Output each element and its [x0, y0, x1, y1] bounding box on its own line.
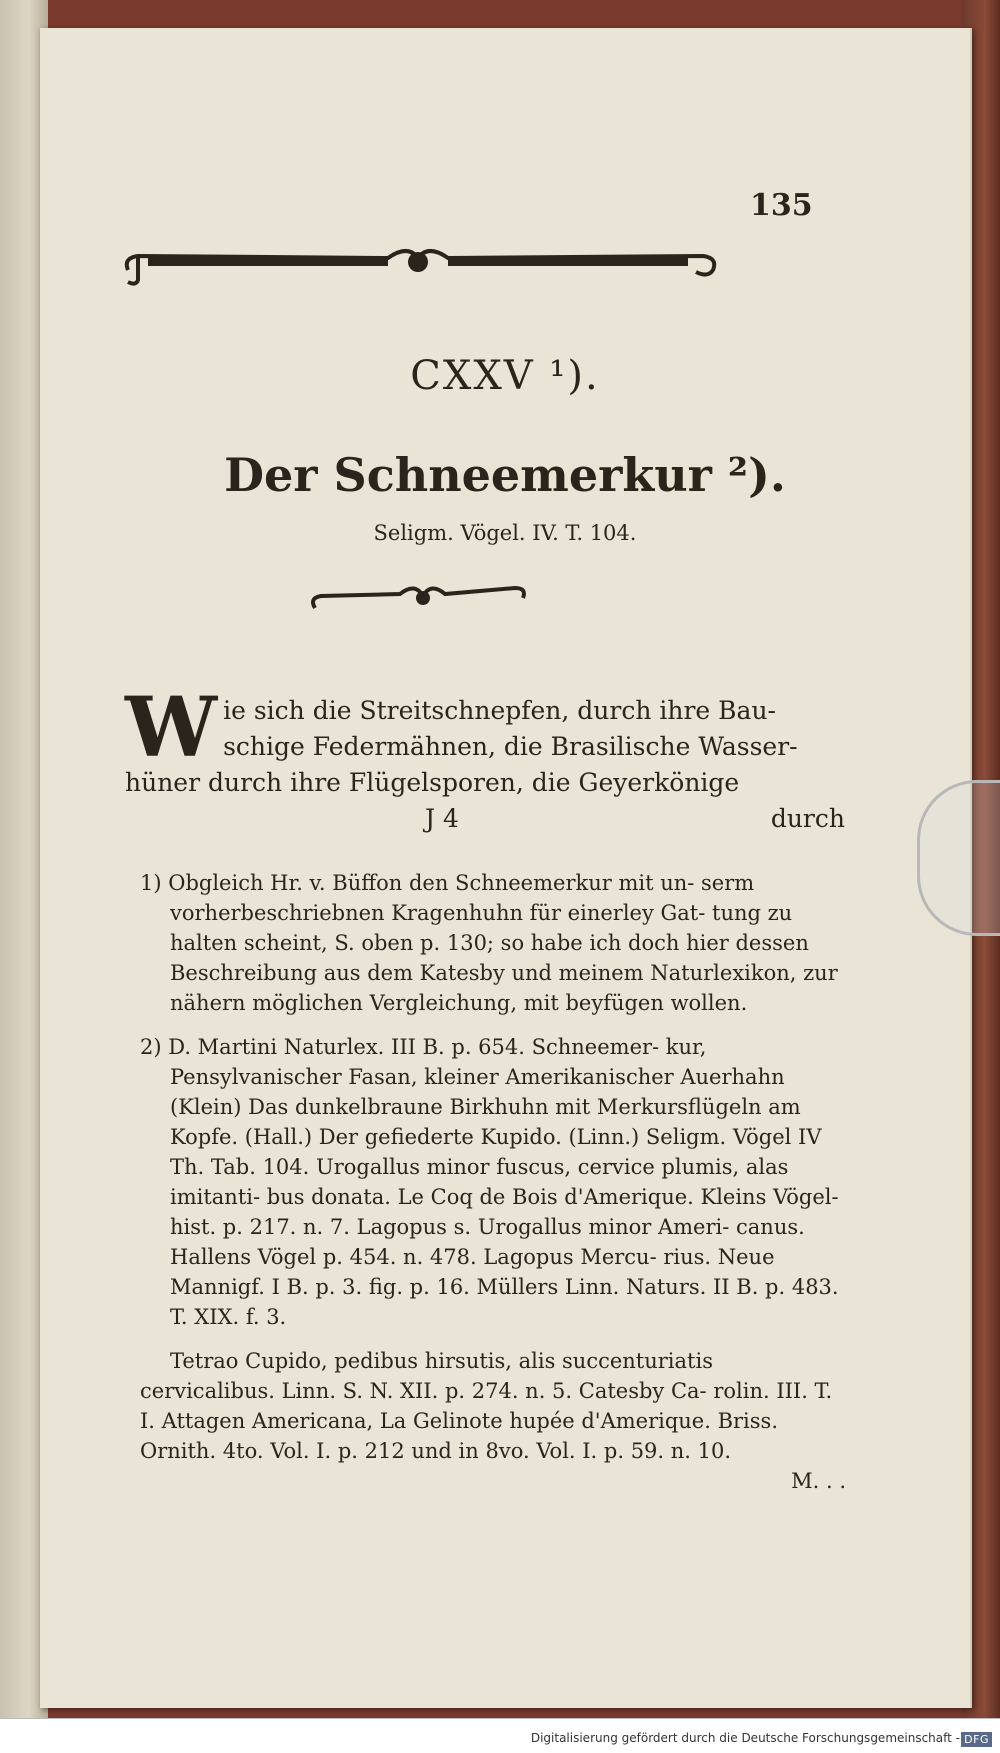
mid-ornament-icon [305, 578, 535, 618]
drop-capital: W [125, 680, 218, 776]
footnote-2: 2) D. Martini Naturlex. III B. p. 654. Schneemer- kur, Pensylvanischer Fasan, kleiner Amerikanischer Auerhahn (Klein) Das dunkelbraune Birkhuhn mit Merkursflügeln am Kopfe. (Hall.) Der gefiederte Kupido. (Linn.) Seligm. Vögel IV Th. Tab. 104. Urogallus minor fuscus, cervice plumis, alas imitanti- bus donata. Le Coq de Bois d'Amerique. Kleins Vögel- hist. p. 217. n. 7. Lagopus s. Urogallus minor Ameri- canus. Hallens Vögel p. 454. n. 478. Lagopus Mercu- rius. Neue Mannigf. I B. p. 3. fig. p. 16. Müllers Linn. Naturs. II B. p. 483. T. XIX. f. 3. [140, 1035, 839, 1329]
top-ornament-icon [118, 240, 728, 290]
footnote-latin: Tetrao Cupido, pedibus hirsutis, alis succenturiatis cervicalibus. Linn. S. N. XII. p. 274. n. 5. Catesby Ca- rolin. III. T. I. Attagen Americana, La Gelinote hupée d'Amerique. Briss. Ornith. 4to. Vol. I. p. 212 und in 8vo. Vol. I. p. 59. n. 10. [140, 1349, 833, 1463]
footnote-1: 1) Obgleich Hr. v. Büffon den Schneemerkur mit un- serm vorherbeschriebnen Kragenhuhn für einerley Gat- tung zu halten scheint, S. oben p. 130; so habe ich doch hier dessen Beschreibung aus dem Katesby und meinem Naturlexikon, zur nähern möglichen Vergleichung, mit beyfügen wollen. [140, 871, 838, 1015]
body-line: hüner durch ihre Flügelsporen, die Geyerkönige [125, 768, 740, 797]
page-title: Der Schneemerkur ²). [224, 448, 786, 502]
footnotes [140, 868, 846, 1496]
page-clip [917, 780, 1000, 936]
catchword: durch [770, 804, 845, 833]
body-line: ie sich die Streitschnepfen, durch ihre Bau- [223, 696, 776, 725]
page-subtitle: Seligm. Vögel. IV. T. 104. [373, 521, 637, 545]
footnote-catchword: M. . . [791, 1469, 846, 1493]
signature-line [125, 801, 845, 837]
chapter-number: CXXV ¹). [410, 353, 600, 399]
page-number: 135 [750, 188, 813, 223]
footer-credit: Digitalisierung gefördert durch die Deutsche Forschungsgemeinschaft - [530, 1731, 960, 1745]
body-text [125, 680, 845, 837]
signature-mark: J 4 [425, 804, 459, 833]
dfg-logo: DFG [961, 1732, 992, 1747]
body-line: schige Federmähnen, die Brasilische Wasser- [223, 732, 798, 761]
book-page [40, 28, 972, 1708]
footer-bar [0, 1718, 1000, 1753]
